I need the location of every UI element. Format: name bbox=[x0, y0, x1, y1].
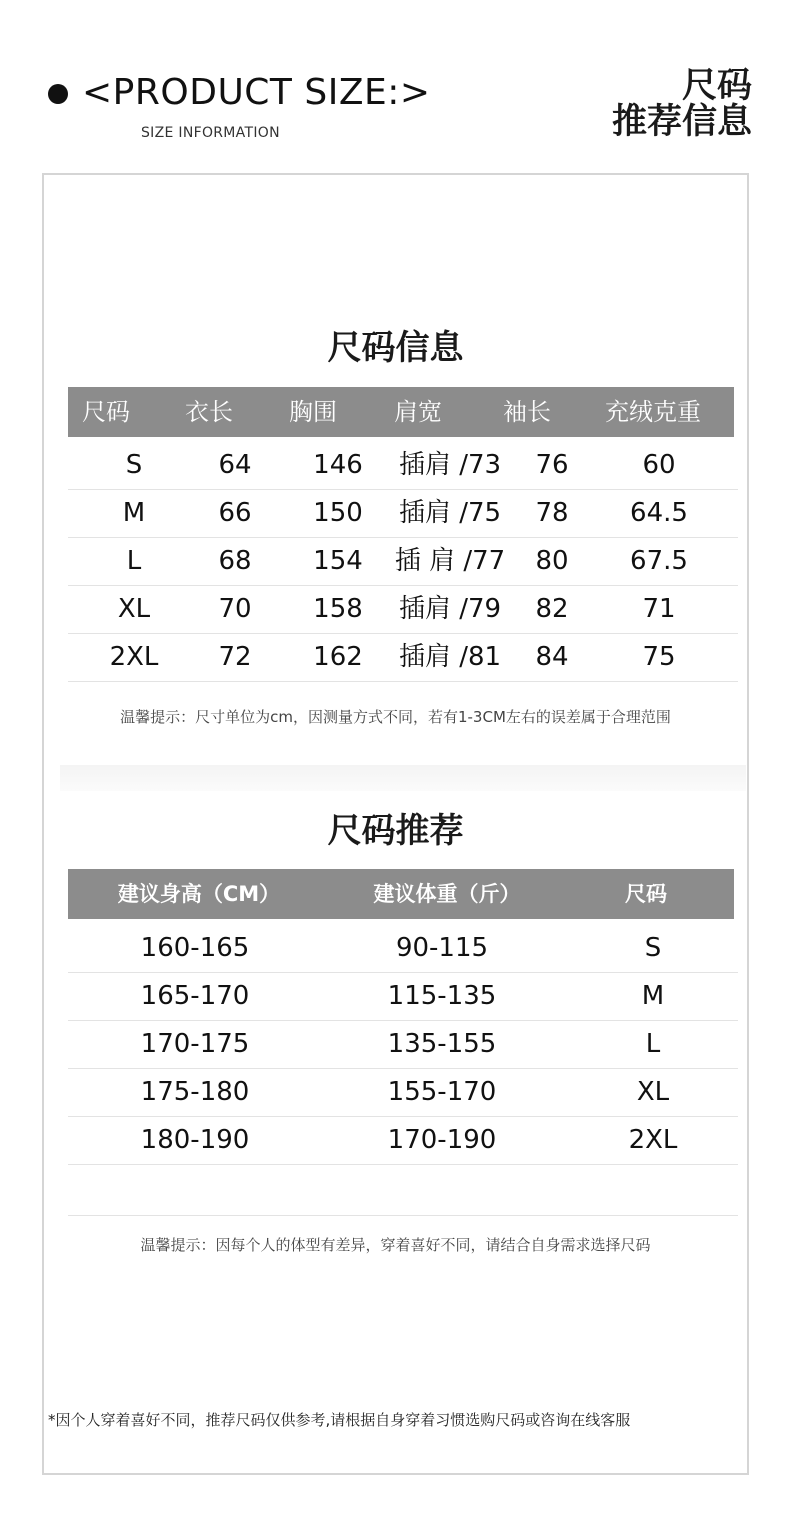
length-cell: 72 bbox=[218, 642, 252, 672]
shoulder-cell: 插 肩 /77 bbox=[394, 546, 506, 576]
size-cell: M bbox=[122, 498, 146, 528]
footer-disclaimer: *因个人穿着喜好不同，推荐尺码仅供参考,请根据自身穿着习惯选购尺码或咨询在线客服 bbox=[48, 1411, 631, 1429]
section-divider-band bbox=[60, 765, 746, 791]
recommend-divider bbox=[68, 1215, 738, 1216]
length-cell: 70 bbox=[218, 594, 252, 624]
header-right-title bbox=[612, 68, 752, 140]
recommend-col-0: 建议身高（CM） bbox=[117, 882, 281, 906]
size-recommend-title: 尺码推荐 bbox=[327, 811, 464, 851]
page-title: <PRODUCT SIZE:> bbox=[82, 72, 431, 113]
chest-cell: 150 bbox=[313, 498, 363, 528]
length-cell: 68 bbox=[218, 546, 252, 576]
size-cell: 2XL bbox=[628, 1125, 678, 1155]
bullet-dot bbox=[48, 84, 68, 104]
down-weight-cell: 64.5 bbox=[630, 498, 688, 528]
shoulder-cell: 插肩 /79 bbox=[398, 594, 502, 624]
length-cell: 64 bbox=[218, 450, 252, 480]
size-info-col-3: 肩宽 bbox=[394, 398, 442, 426]
length-cell: 66 bbox=[218, 498, 252, 528]
recommend-col-2: 尺码 bbox=[625, 882, 667, 906]
recommend-col-1: 建议体重（斤） bbox=[373, 882, 521, 906]
height-cell: 180-190 bbox=[140, 1125, 250, 1155]
chest-cell: 146 bbox=[313, 450, 363, 480]
size-info-header bbox=[68, 387, 734, 437]
size-panel bbox=[42, 173, 749, 1475]
recommend-row bbox=[68, 972, 738, 1021]
chest-cell: 154 bbox=[313, 546, 363, 576]
height-cell: 160-165 bbox=[140, 933, 250, 963]
size-info-row bbox=[68, 585, 738, 634]
height-cell: 170-175 bbox=[140, 1029, 250, 1059]
size-cell: L bbox=[645, 1029, 661, 1059]
size-info-row bbox=[68, 633, 738, 682]
height-cell: 175-180 bbox=[140, 1077, 250, 1107]
weight-cell: 115-135 bbox=[387, 981, 497, 1011]
size-cell: S bbox=[125, 450, 143, 480]
chest-cell: 162 bbox=[313, 642, 363, 672]
recommend-row bbox=[68, 1020, 738, 1069]
page-subtitle: SIZE INFORMATION bbox=[141, 125, 280, 141]
size-info-col-0: 尺码 bbox=[82, 398, 130, 426]
chest-cell: 158 bbox=[313, 594, 363, 624]
recommend-row bbox=[68, 1116, 738, 1165]
size-info-note: 温馨提示：尺寸单位为cm，因测量方式不同，若有1-3CM左右的误差属于合理范围 bbox=[120, 708, 671, 726]
size-info-row bbox=[68, 489, 738, 538]
size-info-row bbox=[68, 441, 738, 490]
size-cell: XL bbox=[636, 1077, 670, 1107]
size-recommend-header bbox=[68, 869, 734, 919]
weight-cell: 90-115 bbox=[395, 933, 489, 963]
weight-cell: 155-170 bbox=[387, 1077, 497, 1107]
recommend-row bbox=[68, 924, 738, 973]
sleeve-cell: 76 bbox=[535, 450, 569, 480]
size-cell: XL bbox=[117, 594, 151, 624]
height-cell: 165-170 bbox=[140, 981, 250, 1011]
header-right-line1: 尺码 bbox=[681, 66, 752, 106]
size-cell: S bbox=[644, 933, 662, 963]
weight-cell: 170-190 bbox=[387, 1125, 497, 1155]
sleeve-cell: 80 bbox=[535, 546, 569, 576]
size-recommend-note: 温馨提示：因每个人的体型有差异，穿着喜好不同，请结合自身需求选择尺码 bbox=[140, 1236, 651, 1254]
down-weight-cell: 60 bbox=[642, 450, 676, 480]
size-info-col-1: 衣长 bbox=[185, 398, 233, 426]
size-info-col-2: 胸围 bbox=[289, 398, 337, 426]
size-info-col-4: 袖长 bbox=[503, 398, 551, 426]
size-cell: L bbox=[126, 546, 142, 576]
weight-cell: 135-155 bbox=[387, 1029, 497, 1059]
size-info-col-5: 充绒克重 bbox=[605, 398, 701, 426]
shoulder-cell: 插肩 /75 bbox=[398, 498, 502, 528]
down-weight-cell: 67.5 bbox=[630, 546, 688, 576]
shoulder-cell: 插肩 /73 bbox=[398, 450, 502, 480]
sleeve-cell: 78 bbox=[535, 498, 569, 528]
header-right-line2: 推荐信息 bbox=[611, 102, 752, 142]
recommend-row bbox=[68, 1068, 738, 1117]
size-info-title: 尺码信息 bbox=[327, 328, 464, 368]
sleeve-cell: 82 bbox=[535, 594, 569, 624]
size-cell: M bbox=[641, 981, 665, 1011]
size-cell: 2XL bbox=[109, 642, 159, 672]
down-weight-cell: 71 bbox=[642, 594, 676, 624]
shoulder-cell: 插肩 /81 bbox=[398, 642, 502, 672]
size-info-row bbox=[68, 537, 738, 586]
down-weight-cell: 75 bbox=[642, 642, 676, 672]
sleeve-cell: 84 bbox=[535, 642, 569, 672]
